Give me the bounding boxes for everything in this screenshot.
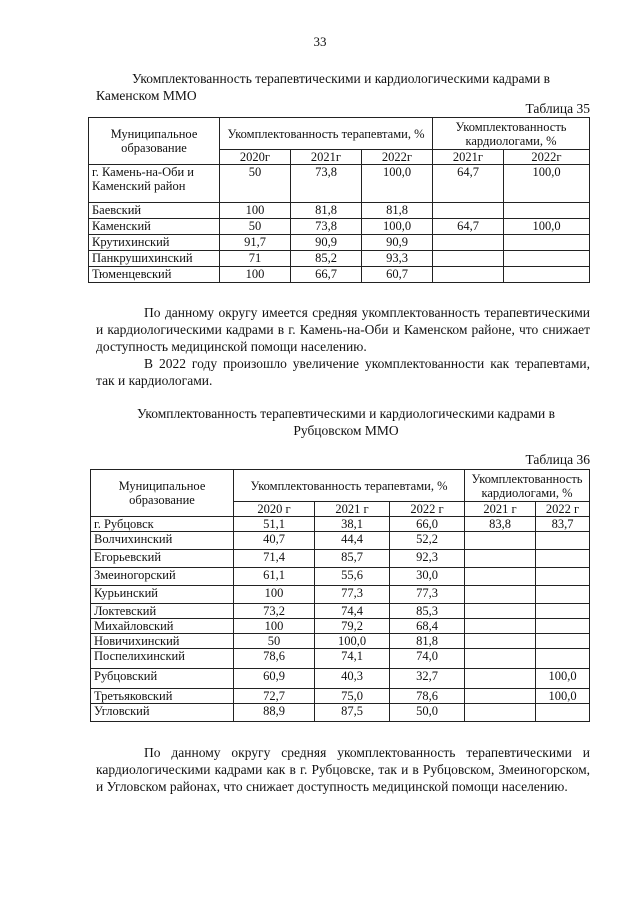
- therapists-2022-cell: 85,3: [390, 604, 465, 619]
- header-cardiologists: Укомплектованность кардиологами, %: [433, 118, 590, 150]
- cardiologists-2022-cell: [536, 604, 590, 619]
- municipality-cell: Крутихинский: [89, 235, 220, 251]
- cardiologists-2021-cell: [433, 235, 504, 251]
- cardiologists-2022-cell: 100,0: [504, 165, 590, 203]
- cardiologists-2022-cell: [536, 649, 590, 669]
- header-therapists: Укомплектованность терапевтами, %: [220, 118, 433, 150]
- therapists-2020-cell: 100: [220, 203, 291, 219]
- therapists-2020-cell: 100: [220, 267, 291, 283]
- therapists-2021-cell: 85,2: [291, 251, 362, 267]
- table35: [88, 117, 590, 283]
- municipality-cell: Волчихинский: [91, 532, 234, 550]
- table-row: [91, 604, 590, 619]
- therapists-2022-cell: 52,2: [390, 532, 465, 550]
- therapists-2020-cell: 40,7: [234, 532, 315, 550]
- municipality-cell: Баевский: [89, 203, 220, 219]
- section1-text: [96, 304, 590, 389]
- therapists-2022-cell: 50,0: [390, 704, 465, 722]
- table-row: [91, 634, 590, 649]
- cardiologists-2021-cell: [465, 649, 536, 669]
- cardiologists-2022-cell: [536, 619, 590, 634]
- header-2021: 2021 г: [315, 502, 390, 517]
- table-row: [91, 669, 590, 689]
- header-cardio-2021: 2021 г: [465, 502, 536, 517]
- therapists-2022-cell: 60,7: [362, 267, 433, 283]
- therapists-2020-cell: 71,4: [234, 550, 315, 568]
- section1-title-line1: Укомплектованность терапевтическими и кардиологическими кадрами в: [132, 71, 551, 86]
- cardiologists-2022-cell: 100,0: [536, 669, 590, 689]
- table-row: [91, 568, 590, 586]
- cardiologists-2022-cell: [504, 251, 590, 267]
- table-row: [89, 235, 590, 251]
- municipality-cell: Поспелихинский: [91, 649, 234, 669]
- table36: [90, 469, 590, 722]
- section1-title: [96, 70, 616, 104]
- cardiologists-2021-cell: [433, 267, 504, 283]
- table36-label: Таблица 36: [525, 452, 590, 467]
- cardiologists-2021-cell: [465, 689, 536, 704]
- therapists-2020-cell: 50: [220, 219, 291, 235]
- cardiologists-2022-cell: [536, 634, 590, 649]
- therapists-2022-cell: 68,4: [390, 619, 465, 634]
- municipality-cell: г. Камень-на-Оби и Каменский район: [89, 165, 220, 203]
- cardiologists-2021-cell: [465, 669, 536, 689]
- therapists-2020-cell: 71: [220, 251, 291, 267]
- table-row: [91, 649, 590, 669]
- therapists-2022-cell: 78,6: [390, 689, 465, 704]
- municipality-cell: Угловский: [91, 704, 234, 722]
- therapists-2020-cell: 100: [234, 619, 315, 634]
- table-row: [89, 203, 590, 219]
- table-row: [91, 704, 590, 722]
- section1-title-line2: Каменском ММО: [96, 88, 197, 103]
- therapists-2020-cell: 88,9: [234, 704, 315, 722]
- header-cardio-2022: 2022 г: [536, 502, 590, 517]
- therapists-2022-cell: 74,0: [390, 649, 465, 669]
- cardiologists-2022-cell: 100,0: [536, 689, 590, 704]
- cardiologists-2021-cell: [433, 251, 504, 267]
- section1-paragraph1: По данному округу имеется средняя укомплектованность терапевтическими и кардиологическими кадрами в г. Камень-на-Оби и Каменском районе, что снижает доступность медицинской помощи населению.: [96, 305, 590, 354]
- therapists-2022-cell: 30,0: [390, 568, 465, 586]
- section2-paragraph1: По данному округу средняя укомплектованность терапевтическими и кардиологическими кадрами как в г. Рубцовске, так и в Рубцовском, Змеиногорском, и Угловском районах, что снижает доступность медицинской помощи населению.: [96, 745, 590, 794]
- therapists-2021-cell: 73,8: [291, 219, 362, 235]
- cardiologists-2021-cell: [465, 634, 536, 649]
- therapists-2022-cell: 90,9: [362, 235, 433, 251]
- therapists-2020-cell: 100: [234, 586, 315, 604]
- section1-paragraph2: В 2022 году произошло увеличение укомплектованности как терапевтами, так и кардиологами.: [96, 356, 590, 388]
- table-row: [91, 532, 590, 550]
- therapists-2022-cell: 81,8: [390, 634, 465, 649]
- cardiologists-2021-cell: [465, 568, 536, 586]
- therapists-2020-cell: 78,6: [234, 649, 315, 669]
- table-row: [91, 619, 590, 634]
- therapists-2020-cell: 51,1: [234, 517, 315, 532]
- therapists-2021-cell: 75,0: [315, 689, 390, 704]
- municipality-cell: Егорьевский: [91, 550, 234, 568]
- cardiologists-2022-cell: [536, 550, 590, 568]
- header-therapists: Укомплектованность терапевтами, %: [234, 470, 465, 502]
- municipality-cell: Каменский: [89, 219, 220, 235]
- cardiologists-2021-cell: [465, 604, 536, 619]
- therapists-2021-cell: 79,2: [315, 619, 390, 634]
- therapists-2020-cell: 72,7: [234, 689, 315, 704]
- cardiologists-2022-cell: [536, 586, 590, 604]
- cardiologists-2021-cell: [465, 619, 536, 634]
- cardiologists-2022-cell: [504, 267, 590, 283]
- page-number: 33: [313, 34, 327, 49]
- municipality-cell: Панкрушихинский: [89, 251, 220, 267]
- table-row: [91, 517, 590, 532]
- section2-text: [96, 744, 590, 795]
- therapists-2022-cell: 32,7: [390, 669, 465, 689]
- cardiologists-2022-cell: [504, 203, 590, 219]
- cardiologists-2021-cell: [433, 203, 504, 219]
- table-row: [91, 689, 590, 704]
- municipality-cell: Рубцовский: [91, 669, 234, 689]
- cardiologists-2022-cell: [536, 568, 590, 586]
- therapists-2020-cell: 50: [220, 165, 291, 203]
- table-row: [89, 251, 590, 267]
- municipality-cell: г. Рубцовск: [91, 517, 234, 532]
- table-row: [91, 586, 590, 604]
- header-cardio-2021: 2021г: [433, 150, 504, 165]
- cardiologists-2021-cell: 64,7: [433, 219, 504, 235]
- therapists-2021-cell: 87,5: [315, 704, 390, 722]
- municipality-cell: Курьинский: [91, 586, 234, 604]
- cardiologists-2021-cell: [465, 704, 536, 722]
- header-2020: 2020г: [220, 150, 291, 165]
- therapists-2022-cell: 77,3: [390, 586, 465, 604]
- cardiologists-2022-cell: 100,0: [504, 219, 590, 235]
- municipality-cell: Михайловский: [91, 619, 234, 634]
- table-row: [89, 165, 590, 203]
- therapists-2020-cell: 91,7: [220, 235, 291, 251]
- cardiologists-2021-cell: 83,8: [465, 517, 536, 532]
- header-2022: 2022 г: [390, 502, 465, 517]
- header-municipality: Муниципальное образование: [89, 118, 220, 165]
- therapists-2021-cell: 74,1: [315, 649, 390, 669]
- therapists-2021-cell: 55,6: [315, 568, 390, 586]
- header-cardio-2022: 2022г: [504, 150, 590, 165]
- municipality-cell: Третьяковский: [91, 689, 234, 704]
- therapists-2020-cell: 61,1: [234, 568, 315, 586]
- municipality-cell: Локтевский: [91, 604, 234, 619]
- cardiologists-2021-cell: 64,7: [433, 165, 504, 203]
- section2-title: [96, 405, 596, 439]
- therapists-2021-cell: 81,8: [291, 203, 362, 219]
- cardiologists-2022-cell: [504, 235, 590, 251]
- municipality-cell: Тюменцевский: [89, 267, 220, 283]
- therapists-2021-cell: 100,0: [315, 634, 390, 649]
- table-row: [89, 267, 590, 283]
- therapists-2022-cell: 66,0: [390, 517, 465, 532]
- table-row: [89, 219, 590, 235]
- therapists-2021-cell: 77,3: [315, 586, 390, 604]
- cardiologists-2022-cell: 83,7: [536, 517, 590, 532]
- header-municipality: Муниципальное образование: [91, 470, 234, 517]
- cardiologists-2021-cell: [465, 586, 536, 604]
- therapists-2021-cell: 74,4: [315, 604, 390, 619]
- therapists-2021-cell: 90,9: [291, 235, 362, 251]
- therapists-2021-cell: 44,4: [315, 532, 390, 550]
- municipality-cell: Новичихинский: [91, 634, 234, 649]
- therapists-2021-cell: 73,8: [291, 165, 362, 203]
- therapists-2022-cell: 92,3: [390, 550, 465, 568]
- therapists-2021-cell: 38,1: [315, 517, 390, 532]
- header-cardiologists: Укомплектованность кардиологами, %: [465, 470, 590, 502]
- therapists-2022-cell: 100,0: [362, 165, 433, 203]
- section2-title-line2: Рубцовском ММО: [293, 423, 399, 438]
- therapists-2022-cell: 81,8: [362, 203, 433, 219]
- therapists-2020-cell: 73,2: [234, 604, 315, 619]
- cardiologists-2022-cell: [536, 704, 590, 722]
- therapists-2021-cell: 66,7: [291, 267, 362, 283]
- header-2021: 2021г: [291, 150, 362, 165]
- therapists-2022-cell: 100,0: [362, 219, 433, 235]
- therapists-2021-cell: 85,7: [315, 550, 390, 568]
- cardiologists-2021-cell: [465, 532, 536, 550]
- cardiologists-2022-cell: [536, 532, 590, 550]
- table35-label: Таблица 35: [525, 101, 590, 116]
- section2-title-line1: Укомплектованность терапевтическими и кардиологическими кадрами в: [136, 406, 556, 421]
- header-2020: 2020 г: [234, 502, 315, 517]
- cardiologists-2021-cell: [465, 550, 536, 568]
- header-2022: 2022г: [362, 150, 433, 165]
- table-row: [91, 550, 590, 568]
- therapists-2022-cell: 93,3: [362, 251, 433, 267]
- therapists-2020-cell: 50: [234, 634, 315, 649]
- therapists-2021-cell: 40,3: [315, 669, 390, 689]
- municipality-cell: Змеиногорский: [91, 568, 234, 586]
- therapists-2020-cell: 60,9: [234, 669, 315, 689]
